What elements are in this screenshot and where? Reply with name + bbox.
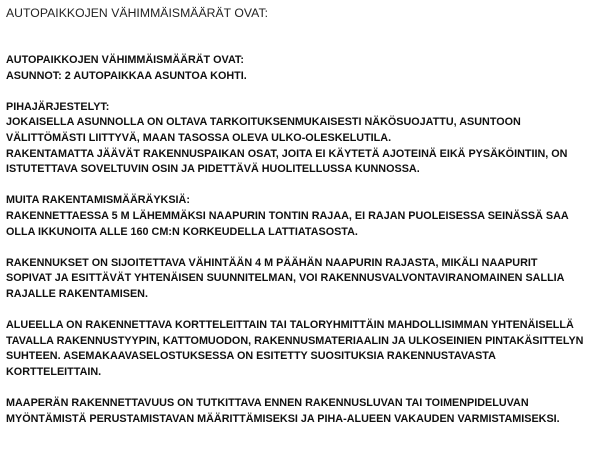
section-parking xyxy=(6,53,606,84)
text-line: MAAPERÄN RAKENNETTAVUUS ON TUTKITTAVA ENNEN RAKENNUSLUVAN TAI TOIMENPIDELUVAN xyxy=(6,397,529,410)
text-line: JOKAISELLA ASUNNOLLA ON OLTAVA TARKOITUKSENMUKAISESTI NÄKÖSUOJATTU, ASUNTOON xyxy=(6,116,521,129)
section-other-regulations xyxy=(6,193,606,240)
text-line: RAKENNUKSET ON SIJOITETTAVA VÄHINTÄÄN 4 M PÄÄHÄN NAAPURIN RAJASTA, MIKÄLI NAAPURIT xyxy=(6,256,538,269)
document-body xyxy=(6,53,606,443)
text-line: KORTTELEITTAIN. xyxy=(6,365,102,378)
text-line: SOPIVAT JA ESITTÄVÄT YHTENÄISEN SUUNNITELMAN, VOI RAKENNUSVALVONTAVIRANOMAINEN SALLIA xyxy=(6,272,565,285)
text-line: VÄLITTÖMÄSTI LIITTYVÄ, MAAN TASOSSA OLEVA ULKO-OLESKELUTILA. xyxy=(6,131,392,144)
text-line: ASUNNOT: 2 AUTOPAIKKAA ASUNTOA KOHTI. xyxy=(6,69,247,82)
section-yard-arrangements xyxy=(6,100,606,178)
section-uniform-construction xyxy=(6,318,606,380)
section-soil-buildability xyxy=(6,396,606,427)
text-line: OLLA IKKUNOITA ALLE 160 CM:N KORKEUDELLA LATTIATASOSTA. xyxy=(6,225,358,238)
text-line: RAKENTAMATTA JÄÄVÄT RAKENNUSPAIKAN OSAT, JOITA EI KÄYTETÄ AJOTEINÄ EIKÄ PYSÄKÖINTIIN, ON xyxy=(6,147,568,160)
text-line: TAVALLA RAKENNUSTYYPIN, KATTOMUODON, RAKENNUSMATERIAALIN JA ULKOSEINIEN PINTAKÄSITTELYN xyxy=(6,334,584,347)
text-line: RAKENNETTAESSA 5 M LÄHEMMÄKSI NAAPURIN TONTIN RAJAA, EI RAJAN PUOLEISESSA SEINÄSSÄ SAA xyxy=(6,209,569,222)
text-line: MYÖNTÄMISTÄ PERUSTAMISTAVAN MÄÄRITTÄMISEKSI JA PIHA-ALUEEN VAKAUDEN VARMISTAMISEKSI. xyxy=(6,412,560,425)
page-header: AUTOPAIKKOJEN VÄHIMMÄISMÄÄRÄT OVAT: xyxy=(6,6,269,20)
section-heading: PIHAJÄRJESTELYT: xyxy=(6,100,110,113)
section-heading: AUTOPAIKKOJEN VÄHIMMÄISMÄÄRÄT OVAT: xyxy=(6,54,244,66)
text-line: SUHTEEN. ASEMAKAAVASELOSTUKSESSA ON ESITETTY SUOSITUKSIA RAKENNUSTAVASTA xyxy=(6,350,496,363)
text-line: RAJALLE RAKENTAMISEN. xyxy=(6,287,148,300)
text-line: ISTUTETTAVA SOVELTUVIN OSIN JA PIDETTÄVÄ HUOLITELLUSSA KUNNOSSA. xyxy=(6,163,420,176)
section-boundary-distance xyxy=(6,256,606,303)
text-line: ALUEELLA ON RAKENNETTAVA KORTTELEITTAIN TAI TALORYHMITTÄIN MAHDOLLISIMMAN YHTENÄISELLÄ xyxy=(6,319,574,332)
section-heading: MUITA RAKENTAMISMÄÄRÄYKSIÄ: xyxy=(6,194,190,207)
